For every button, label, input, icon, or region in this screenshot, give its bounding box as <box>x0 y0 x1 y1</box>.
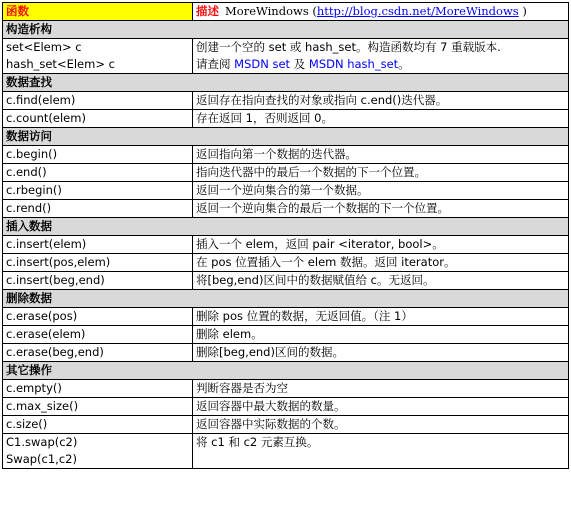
description-text: 及 <box>290 57 309 71</box>
table-row <box>3 344 569 362</box>
function-signature-cell <box>3 164 193 182</box>
table-row <box>3 380 569 398</box>
table-row <box>3 398 569 416</box>
msdn-link[interactable]: MSDN hash_set <box>308 57 399 71</box>
description-line <box>196 237 444 251</box>
description-cell <box>193 254 569 272</box>
section-title: 数据查找 <box>3 74 569 92</box>
function-signature-cell <box>3 308 193 326</box>
description-text: 返回容器中最大数据的数量。 <box>196 399 346 413</box>
section-header-row <box>3 21 569 39</box>
description-line <box>196 39 565 56</box>
function-signature-cell <box>3 254 193 272</box>
description-text: 返回一个逆向集合的第一个数据。 <box>196 183 369 197</box>
function-signature-cell <box>3 110 193 128</box>
function-signature-cell <box>3 146 193 164</box>
table-row <box>3 200 569 218</box>
description-cell <box>193 398 569 416</box>
description-text: 。 <box>398 57 410 71</box>
function-signature-cell <box>3 92 193 110</box>
section-title: 插入数据 <box>3 218 569 236</box>
table-row <box>3 110 569 128</box>
description-cell <box>193 164 569 182</box>
description-line <box>196 327 263 341</box>
function-signature: c.size() <box>6 417 48 431</box>
description-text: 返回指向第一个数据的迭代器。 <box>196 147 357 161</box>
table-body <box>3 3 569 469</box>
section-header-row <box>3 218 569 236</box>
header-close-paren: ) <box>518 4 527 18</box>
description-cell <box>193 39 569 74</box>
section-title: 构造析构 <box>3 21 569 39</box>
function-signature-cell <box>3 39 193 74</box>
function-signature: c.erase(pos) <box>6 309 78 323</box>
function-signature: Swap(c1,c2) <box>6 452 77 466</box>
function-signature-cell <box>3 434 193 469</box>
function-signature-cell <box>3 416 193 434</box>
table-row <box>3 308 569 326</box>
function-signature: c.insert(elem) <box>6 237 87 251</box>
function-signature-cell <box>3 344 193 362</box>
description-cell <box>193 326 569 344</box>
description-line <box>196 399 346 413</box>
description-cell <box>193 200 569 218</box>
description-line <box>196 147 357 161</box>
section-title: 数据访问 <box>3 128 569 146</box>
header-author: MoreWindows ( <box>225 4 317 18</box>
header-description-cell <box>193 3 569 21</box>
function-signature-cell <box>3 182 193 200</box>
description-line <box>196 93 447 107</box>
description-cell <box>193 416 569 434</box>
function-signature: C1.swap(c2) <box>6 435 78 449</box>
description-cell <box>193 182 569 200</box>
description-line <box>196 183 369 197</box>
description-text: 在 pos 位置插入一个 elem 数据。返回 iterator。 <box>196 255 456 269</box>
section-header-row <box>3 290 569 308</box>
table-row <box>3 39 569 74</box>
description-line <box>196 451 565 468</box>
function-signature: c.count(elem) <box>6 111 86 125</box>
section-header-row <box>3 74 569 92</box>
function-signature: c.max_size() <box>6 399 79 413</box>
description-text: 返回容器中实际数据的个数。 <box>196 417 346 431</box>
description-text: 判断容器是否为空 <box>196 381 288 395</box>
header-function-cell: 函数 <box>3 3 193 21</box>
table-row <box>3 236 569 254</box>
description-cell <box>193 236 569 254</box>
description-line <box>196 165 426 179</box>
description-line <box>196 417 346 431</box>
table-row <box>3 272 569 290</box>
table-row <box>3 92 569 110</box>
description-line <box>196 273 434 287</box>
function-signature: c.find(elem) <box>6 93 76 107</box>
header-row <box>3 3 569 21</box>
header-blog-link[interactable]: http://blog.csdn.net/MoreWindows <box>316 4 519 18</box>
description-line <box>196 201 449 215</box>
function-signature: c.insert(beg,end) <box>6 273 105 287</box>
description-text: 将 c1 和 c2 元素互换。 <box>196 435 319 449</box>
table-row <box>3 326 569 344</box>
description-text: 请查阅 <box>196 57 235 71</box>
function-signature: c.end() <box>6 165 47 179</box>
description-cell <box>193 344 569 362</box>
function-signature-cell <box>3 398 193 416</box>
description-cell <box>193 434 569 469</box>
header-description-label: 描述 <box>196 4 219 18</box>
description-text: 删除[beg,end)区间的数据。 <box>196 345 344 359</box>
description-cell <box>193 146 569 164</box>
description-line <box>196 345 344 359</box>
function-signature-cell <box>3 200 193 218</box>
description-line <box>196 434 565 451</box>
function-signature: c.empty() <box>6 381 62 395</box>
description-cell <box>193 92 569 110</box>
description-text: 指向迭代器中的最后一个数据的下一个位置。 <box>196 165 426 179</box>
description-text: 返回一个逆向集合的最后一个数据的下一个位置。 <box>196 201 449 215</box>
description-text: 创建一个空的 set 或 hash_set。构造函数均有 7 重载版本. <box>196 40 501 54</box>
section-title: 其它操作 <box>3 362 569 380</box>
description-text: 插入一个 elem，返回 pair <iterator, bool>。 <box>196 237 444 251</box>
function-signature: c.begin() <box>6 147 58 161</box>
description-line <box>196 381 288 395</box>
description-text: 删除 elem。 <box>196 327 263 341</box>
description-text: 将[beg,end)区间中的数据赋值给 c。无返回。 <box>196 273 435 287</box>
table-row <box>3 164 569 182</box>
description-line <box>196 56 565 73</box>
section-header-row <box>3 128 569 146</box>
description-line <box>196 255 455 269</box>
table-row <box>3 182 569 200</box>
function-signature: hash_set<Elem> c <box>6 57 115 71</box>
function-signature: c.insert(pos,elem) <box>6 255 111 269</box>
description-cell <box>193 272 569 290</box>
section-header-row <box>3 362 569 380</box>
table-row <box>3 254 569 272</box>
description-text: 返回存在指向查找的对象或指向 c.end()迭代器。 <box>196 93 448 107</box>
description-line <box>196 309 413 323</box>
function-signature-cell <box>3 380 193 398</box>
description-cell <box>193 110 569 128</box>
function-signature: c.erase(elem) <box>6 327 86 341</box>
description-line <box>196 111 333 125</box>
function-signature: set<Elem> c <box>6 40 82 54</box>
description-text: 删除 pos 位置的数据，无返回值。（注 1） <box>196 309 413 323</box>
function-signature: c.rbegin() <box>6 183 62 197</box>
table-row <box>3 416 569 434</box>
section-title: 删除数据 <box>3 290 569 308</box>
description-cell <box>193 380 569 398</box>
function-reference-table <box>2 2 569 469</box>
function-signature-cell <box>3 326 193 344</box>
function-signature: c.rend() <box>6 201 52 215</box>
description-text: 存在返回 1，否则返回 0。 <box>196 111 333 125</box>
table-row <box>3 434 569 469</box>
function-signature-cell <box>3 236 193 254</box>
function-signature: c.erase(beg,end) <box>6 345 104 359</box>
function-signature-cell <box>3 272 193 290</box>
msdn-link[interactable]: MSDN set <box>234 57 291 71</box>
description-cell <box>193 308 569 326</box>
table-row <box>3 146 569 164</box>
